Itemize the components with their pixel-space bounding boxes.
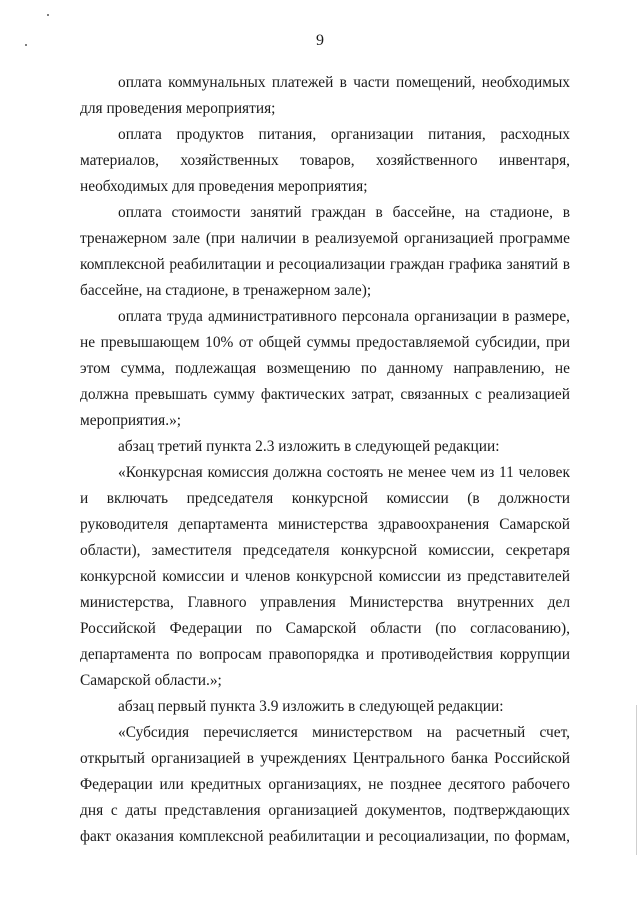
scan-speck xyxy=(47,14,49,16)
paragraph-commission-composition: «Конкурсная комиссия должна состоять не менее чем из 11 человек и включать председателя конкурсной комиссии (в должности руководителя департамента министерства здравоохранения Самарской области), заместителя председателя конкурсной комиссии, секретаря конкурсной комиссии и членов конкурсной комиссии из представителей министерства, Главного управления Министерства внутренних дел Российской Федерации по Самарской области (по согласованию), департамента по вопросам правопорядка и противодействия коррупции Самарской области.»; xyxy=(80,464,570,689)
paragraph-amendment-3-9: абзац первый пункта 3.9 изложить в следующей редакции: xyxy=(118,698,504,715)
paragraph-utilities: оплата коммунальных платежей в части помещений, необходимых для проведения мероприятия; xyxy=(80,74,570,117)
paragraph-amendment-2-3: абзац третий пункта 2.3 изложить в следующей редакции: xyxy=(118,438,500,455)
paragraph-food-supplies: оплата продуктов питания, организации питания, расходных материалов, хозяйственных товаров, хозяйственного инвентаря, необходимых для проведения мероприятия; xyxy=(80,126,570,195)
paragraph-admin-staff-pay: оплата труда административного персонала организации в размере, не превышающем 10% от общей суммы предоставляемой субсидии, при этом сумма, подлежащая возмещению по данному направлению, не должна превышать сумму фактических затрат, связанных с реализацией мероприятия.»; xyxy=(80,308,570,429)
paragraph-sports-facilities: оплата стоимости занятий граждан в бассейне, на стадионе, в тренажерном зале (при наличии в реализуемой организацией программе комплексной реабилитации и ресоциализации граждан графика занятий в бассейне, на стадионе, в тренажерном зале); xyxy=(80,204,570,299)
scan-edge-line xyxy=(636,705,637,855)
document-body xyxy=(80,70,570,850)
paragraph-subsidy-transfer: «Субсидия перечисляется министерством на расчетный счет, открытый организацией в учреждениях Центрального банка Российской Федерации или кредитных организациях, не позднее десятого рабочего дня с даты представления организацией документов, подтверждающих факт оказания комплексной реабилитации и ресоциализации, по формам, xyxy=(80,724,570,845)
page-number: 9 xyxy=(316,32,324,49)
